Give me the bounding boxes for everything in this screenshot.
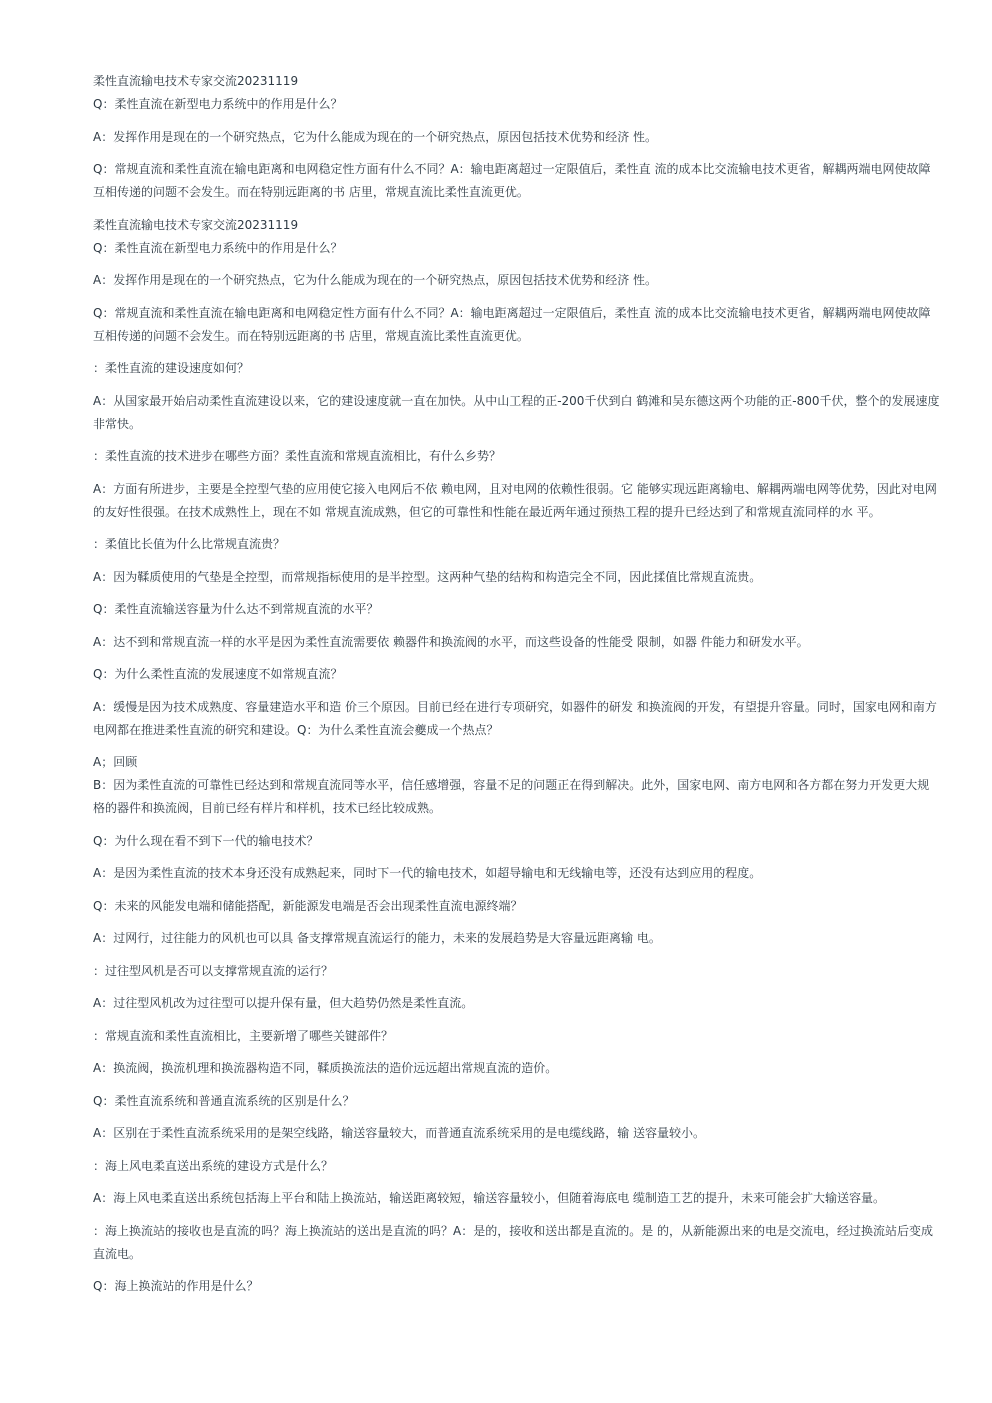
paragraph: Q：柔性直流在新型电力系统中的作用是什么？ bbox=[93, 240, 343, 255]
paragraph: A：发挥作用是现在的一个研究热点，它为什么能成为现在的一个研究热点，原因包括技术优势和经济 性。 bbox=[93, 129, 658, 144]
document-title: 柔性直流输电技术专家交流20231119 bbox=[93, 74, 299, 88]
document-title: 柔性直流输电技术专家交流20231119 bbox=[93, 217, 299, 232]
paragraph: Q：为什么柔性直流的发展速度不如常规直流？ bbox=[93, 667, 343, 681]
paragraph: ：海上换流站的接收也是直流的吗？海上换流站的送出是直流的吗？A：是的，接收和送出都是直流的。是 的，从新能源出来的电是交流电，经过换流站后变成直流电。 bbox=[93, 1223, 934, 1261]
paragraph: Q：海上换流站的作用是什么？ bbox=[93, 1279, 259, 1293]
paragraph: A：方面有所进步，主要是全控型气垫的应用使它接入电网后不依 赖电网，且对电网的依赖性很弱。它 能够实现远距离输电、解耦两端电网等优势，因此对电网的友好性很强。在技术成熟性上，现在不如 常规直流成熟，但它的可靠性和性能在最近两年通过预热工程的提升已经达到了和常规直流同样的水 平。 bbox=[93, 481, 937, 519]
paragraph: ：柔性直流的技术进步在哪些方面？柔性直流和常规直流相比，有什么乡势？ bbox=[93, 449, 502, 463]
paragraph: Q：常规直流和柔性直流在输电距离和电网稳定性方面有什么不同？A：输电距离超过一定限值后，柔性直 流的成本比交流输电技术更省，解耦两端电网使故障互相传递的问题不会发生。而在特别远距离的书 店里，常规直流比柔性直流更优。 bbox=[93, 162, 931, 199]
paragraph: Q：柔性直流输送容量为什么达不到常规直流的水平？ bbox=[93, 602, 379, 616]
paragraph: B：因为柔性直流的可靠性已经达到和常规直流同等水平，信任感增强，容量不足的问题正在得到解决。此外，国家电网、南方电网和各方都在努力开发更大规格的器件和换流阀，目前已经有样片和样机，技术已经比较成熟。 bbox=[93, 778, 930, 815]
paragraph: A：缓慢是因为技术成熟度、容量建造水平和造 价三个原因。目前已经在进行专项研究，如器件的研发 和换流阀的开发，有望提升容量。同时，国家电网和南方电网都在推进柔性直流的研究和建设。Q：为什么柔性直流会夔成一个热点？ bbox=[93, 699, 937, 737]
paragraph: ：海上风电柔直送出系统的建设方式是什么？ bbox=[93, 1158, 334, 1173]
paragraph: A：发挥作用是现在的一个研究热点，它为什么能成为现在的一个研究热点，原因包括技术优势和经济 性。 bbox=[93, 273, 658, 287]
paragraph: A；回顾 bbox=[93, 755, 138, 769]
paragraph: A：是因为柔性直流的技术本身还没有成熟起来，同时下一代的输电技术，如超导输电和无线输电等，还没有达到应用的程度。 bbox=[93, 866, 762, 880]
paragraph: Q：柔性直流在新型电力系统中的作用是什么？ bbox=[93, 97, 343, 111]
paragraph: Q：柔性直流系统和普通直流系统的区别是什么？ bbox=[93, 1093, 355, 1108]
paragraph: ：过往型风机是否可以支撑常规直流的运行？ bbox=[93, 963, 334, 978]
paragraph: A：换流阀，换流机理和换流器构造不同，鞣质换流法的造价远远超出常规直流的造价。 bbox=[93, 1061, 558, 1075]
paragraph: A：区别在于柔性直流系统采用的是架空线路，输送容量较大，而普通直流系统采用的是电缆线路，输 送容量较小。 bbox=[93, 1126, 706, 1140]
paragraph: ：柔值比长值为什么比常规直流贵？ bbox=[93, 537, 286, 551]
paragraph: A：从国家最开始启动柔性直流建设以来，它的建设速度就一直在加快。从中山工程的正-200千伏到白 鹤滩和吴东德这两个功能的正-800千伏，整个的发展速度非常快。 bbox=[93, 393, 940, 431]
paragraph: Q：未来的风能发电端和储能搭配，新能源发电端是否会出现柔性直流电源终端？ bbox=[93, 898, 523, 913]
paragraph: A：达不到和常规直流一样的水平是因为柔性直流需要依 赖器件和换流阀的水平，而这些设备的性能受 限制，如器 件能力和研发水平。 bbox=[93, 634, 809, 649]
paragraph: A：过往型风机改为过往型可以提升保有量，但大趋势仍然是柔性直流。 bbox=[93, 996, 474, 1010]
paragraph: A：海上风电柔直送出系统包括海上平台和陆上换流站，输送距离较短，输送容量较小，但随着海底电 缆制造工艺的提升，未来可能会扩大输送容量。 bbox=[93, 1191, 886, 1205]
paragraph: ：柔性直流的建设速度如何？ bbox=[93, 361, 250, 375]
paragraph: A：因为鞣质使用的气垫是全控型，而常规指标使用的是半控型。这两种气垫的结构和构造完全不同，因此揉值比常规直流贵。 bbox=[93, 569, 762, 584]
paragraph: ：常规直流和柔性直流相比，主要新增了哪些关键部件？ bbox=[93, 1028, 394, 1043]
paragraph: Q：为什么现在看不到下一代的输电技术？ bbox=[93, 833, 319, 848]
paragraph: Q：常规直流和柔性直流在输电距离和电网稳定性方面有什么不同？A：输电距离超过一定限值后，柔性直 流的成本比交流输电技术更省，解耦两端电网使故障互相传递的问题不会发生。而在特别远距离的书 店里，常规直流比柔性直流更优。 bbox=[93, 305, 931, 343]
paragraph: A：过网行，过往能力的风机也可以具 备支撑常规直流运行的能力，未来的发展趋势是大容量远距离输 电。 bbox=[93, 931, 661, 945]
